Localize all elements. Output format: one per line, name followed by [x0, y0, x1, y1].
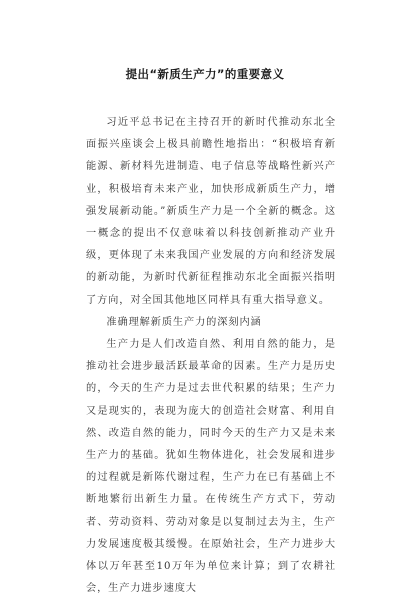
section-heading: 准确理解新质生产力的深刻内涵	[106, 316, 262, 328]
document-body	[86, 112, 336, 600]
paragraph-intro: 习近平总书记在主持召开的新时代推动东北全面振兴座谈会上极具前瞻性地指出：“积极培育新能源、新材料先进制造、电子信息等战略性新兴产业，积极培育未来产业，加快形成新质生产力，增强发展新动能。”新质生产力是一个全新的概念。这一概念的提出不仅意味着以科技创新推动产业升级，更体现了未来我国产业发展的方向和经济发展的新动能，为新时代新征程推动东北全面振兴指明了方向，对全国其他地区同样具有重大指导意义。	[86, 117, 336, 306]
paragraph-productivity: 生产力是人们改造自然、利用自然的能力，是推动社会进步最活跃最革命的因素。生产力是历史的，今天的生产力是过去世代积累的结果；生产力又是现实的，表现为庞大的创造社会财富、利用自然、改造自然的能力，同时今天的生产力又是未来生产力的基础。犹如生物体进化，社会发展和进步的过程就是新陈代谢过程，生产力在已有基础上不断地繁衍出新生力量。在传统生产方式下，劳动者、劳动资料、劳动对象是以复制过去为主，生产力发展速度极其缓慢。在原始社会，生产力进步大体以万年甚至10万年为单位来计算；到了农耕社会，生产力进步速度大	[86, 339, 336, 595]
document-title: 提出“新质生产力”的重要意义	[125, 67, 285, 81]
